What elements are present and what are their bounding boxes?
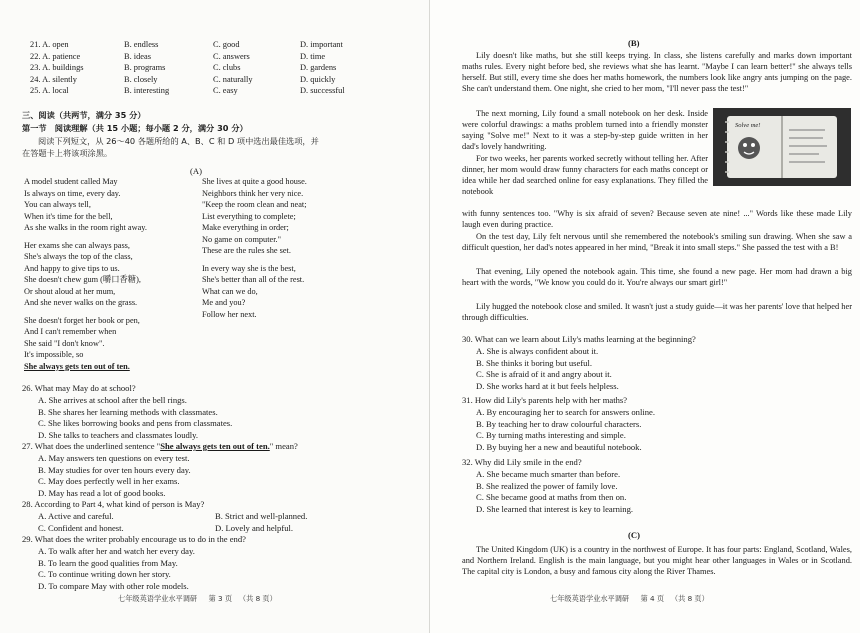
question-option: A. By encouraging her to search for answers online. [476, 407, 655, 417]
question-option: B. She thinks it boring but useful. [476, 357, 593, 368]
question-option: C. She likes borrowing books and pens from classmates. [38, 418, 233, 428]
instruction-line: 阅读下列短文，从 26～40 各题所给的 A、B、C 和 D 项中选出最佳选项，并 [38, 136, 319, 146]
question-option: C. May does perfectly well in her exams. [38, 476, 180, 486]
footer-page-total: （共 8 页） [670, 594, 709, 603]
poem-line: When it's time for the bell, [24, 211, 113, 221]
passage-paragraph: On the test day, Lily felt nervous until she remembered the notebook's smiling sun drawing. When she saw a difficult question, her dad's notes appeared in her mind, "Break it into small steps." She passed the test with a B! [462, 232, 852, 253]
passage-label: (A) [190, 166, 202, 176]
passage-paragraph: The United Kingdom (UK) is a country in the northwest of Europe. It has four parts: England, Scotland, Wales, and Northern Ireland. English is the main language, but you might hear other languages in Wales or in Scotland. The capital city is London, a busy and famous city along the River Thames. [462, 545, 852, 577]
poem-line: As she walks in the room right away. [24, 223, 147, 232]
question-option: D. She talks to teachers and classmates loudly. [38, 429, 199, 440]
poem-line: It's impossible, so [24, 350, 84, 359]
question-option: C. By turning maths interesting and simple. [476, 430, 626, 440]
poem-line: And I can't remember when [24, 327, 117, 336]
poem-line: What can we do, [202, 286, 258, 296]
poem-line: And happy to give tips to us. [24, 263, 120, 273]
option-text: 21. A. open [30, 40, 69, 49]
instruction-line: 在答题卡上将该项涂黑。 [22, 148, 113, 158]
question-option: D. She works hard at it but feels helpless. [476, 380, 619, 391]
question-option: B. May studies for over ten hours every day. [38, 464, 191, 475]
question-stem: 30. What can we learn about Lily's maths learning at the beginning? [462, 334, 696, 344]
question-stem: 29. What does the writer probably encourage us to do in the end? [22, 534, 246, 544]
option-text: D. successful [300, 86, 345, 95]
poem-line: Is always on time, every day. [24, 188, 121, 198]
footer-page-total: （共 8 页） [238, 594, 277, 603]
poem-line: Make everything in order; [202, 223, 289, 232]
poem-line: You can always tell, [24, 200, 91, 209]
question-option: C. Confident and honest. [38, 522, 124, 533]
poem-line: She lives at quite a good house. [202, 177, 307, 186]
question-option: D. To compare May with other role models. [38, 580, 189, 591]
page-footer [118, 594, 277, 604]
poem-line: Or shout aloud at her mum, [24, 286, 116, 296]
question-stem: 31. How did Lily's parents help with her maths? [462, 395, 628, 405]
option-text: B. programs [124, 63, 166, 72]
page-footer [550, 594, 709, 604]
poem-line: Me and you? [202, 298, 246, 307]
footer-page-number: 第 4 页 [640, 594, 665, 603]
passage-paragraph: Lily hugged the notebook close and smiled. It wasn't just a study guide—it was her parents' love that helped her through difficulties. [462, 302, 852, 323]
right-page [430, 0, 860, 633]
option-text: C. clubs [213, 63, 241, 72]
poem-right-column [202, 176, 382, 320]
option-text: D. time [300, 51, 326, 61]
passage-paragraph: with funny sentences too. "Why is six afraid of seven? Because seven ate nine! ..." Words like these made Lily laugh even during practice. [462, 209, 852, 230]
passage-label: (B) [628, 38, 640, 48]
question-option: D. May has read a lot of good books. [38, 487, 166, 498]
passage-paragraph: Lily doesn't like maths, but she still keeps trying. In class, she listens carefully and marks down important maths rules. Every night before bed, she reviews what she has learnt. "Maybe I can learn better!" she always tells herself. But still, every time she does her maths homework, the numbers look like angry ants jumping on the page. She can't understand them. One night, she cried to her mom, "I'll never pass the test!" [462, 51, 852, 94]
underlined-poem-line: She always gets ten out of ten. [24, 361, 130, 371]
option-text: C. naturally [213, 74, 253, 84]
underlined-text: She always gets ten out of ten. [160, 441, 270, 451]
passage-paragraph: For two weeks, her parents worked secretly without telling her. After dinner, her mom would draw funny characters for each maths concept or idea while her dad searched online for easy explanations. They filled the notebook [462, 154, 708, 197]
footer-title: 七年级英语学业水平调研 [550, 594, 630, 603]
option-text: D. gardens [300, 63, 337, 72]
option-text: B. ideas [124, 51, 151, 61]
poem-line: And she never walks on the grass. [24, 298, 138, 307]
notebook-illustration [713, 108, 851, 186]
question-option: A. She became much smarter than before. [476, 469, 621, 479]
notebook-icon [713, 108, 851, 186]
option-text: 22. A. patience [30, 51, 81, 61]
poem-line: She's always the top of the class, [24, 252, 133, 261]
question-option: A. She arrives at school after the bell rings. [38, 395, 187, 405]
question-option: B. She realized the power of family love. [476, 480, 618, 491]
poem-line: "Keep the room clean and neat; [202, 200, 307, 209]
question-option: B. Strict and well-planned. [215, 511, 308, 521]
option-text: D. quickly [300, 74, 336, 84]
option-text: 23. A. buildings [30, 63, 84, 72]
poem-line: List everything to complete; [202, 211, 296, 221]
option-text: B. closely [124, 74, 158, 84]
poem-line: She said "I don't know". [24, 338, 105, 348]
question-stem: 26. What may May do at school? [22, 383, 136, 393]
poem-line: In every way she is the best, [202, 263, 296, 273]
illustration-caption: Solve me! [735, 122, 761, 129]
question-option: A. Active and careful. [38, 511, 114, 521]
question-option: B. By teaching her to draw colourful characters. [476, 418, 642, 429]
poem-line: No game on computer." [202, 234, 281, 244]
question-option: D. Lovely and helpful. [215, 522, 294, 533]
poem-line: She's better than all of the rest. [202, 275, 305, 284]
question-option: C. She became good at maths from then on. [476, 492, 627, 502]
question-stem: 28. According to Part 4, what kind of person is May? [22, 499, 205, 509]
poem-line: Neighbors think her very nice. [202, 188, 304, 198]
poem-line: A model student called May [24, 177, 118, 186]
option-text: D. important [300, 40, 343, 49]
question-option: D. She learned that interest is key to learning. [476, 503, 634, 514]
poem-line: Her exams she can always pass, [24, 240, 130, 250]
poem-line: She doesn't forget her book or pen, [24, 315, 140, 325]
question-option: B. To learn the good qualities from May. [38, 557, 178, 568]
option-text: B. interesting [124, 86, 170, 95]
question-option: D. By buying her a new and beautiful notebook. [476, 441, 642, 452]
stem-text: 27. What does the underlined sentence " [22, 441, 161, 451]
question-option: C. To continue writing down her story. [38, 569, 171, 579]
passage-paragraph: The next morning, Lily found a small notebook on her desk. Inside were colorful drawings: a maths problem turned into a friendly monster saying "Solve me!" Next to it was a step-by-step guide written in her dad's lovely handwriting. [462, 109, 708, 152]
passage-paragraph: That evening, Lily opened the notebook again. This time, she found a new page. Her mom had drawn a big heart with the words, "We know you could do it. You're always our smart girl!" [462, 267, 852, 288]
footer-title: 七年级英语学业水平调研 [118, 594, 198, 603]
question-option: C. She is afraid of it and angry about it. [476, 369, 612, 379]
section-title: 三、阅读（共两节，满分 35 分） [22, 110, 146, 120]
poem-left-column [24, 176, 204, 372]
poem-line: These are the rules she set. [202, 246, 291, 255]
option-text: C. easy [213, 86, 238, 95]
option-text: 25. A. local [30, 86, 69, 95]
poem-line: She doesn't chew gum (嚼口香糖), [24, 275, 141, 284]
option-text: C. answers [213, 51, 250, 61]
footer-page-number: 第 3 页 [208, 594, 233, 603]
stem-text: " mean? [269, 441, 298, 451]
question-option: B. She shares her learning methods with classmates. [38, 406, 218, 417]
question-stem: 32. Why did Lily smile in the end? [462, 457, 582, 467]
option-text: 24. A. silently [30, 74, 77, 84]
part-title: 第一节 阅读理解（共 15 小题；每小题 2 分，满分 30 分） [22, 123, 248, 133]
question-option: A. May answers ten questions on every test. [38, 453, 190, 463]
option-text: C. good [213, 40, 240, 49]
passage-label: (C) [628, 530, 640, 540]
poem-line: Follow her next. [202, 309, 257, 319]
question-option: A. She is always confident about it. [476, 346, 599, 356]
question-option: A. To walk after her and watch her every day. [38, 546, 195, 556]
question-stem [22, 441, 298, 452]
option-text: B. endless [124, 40, 159, 49]
